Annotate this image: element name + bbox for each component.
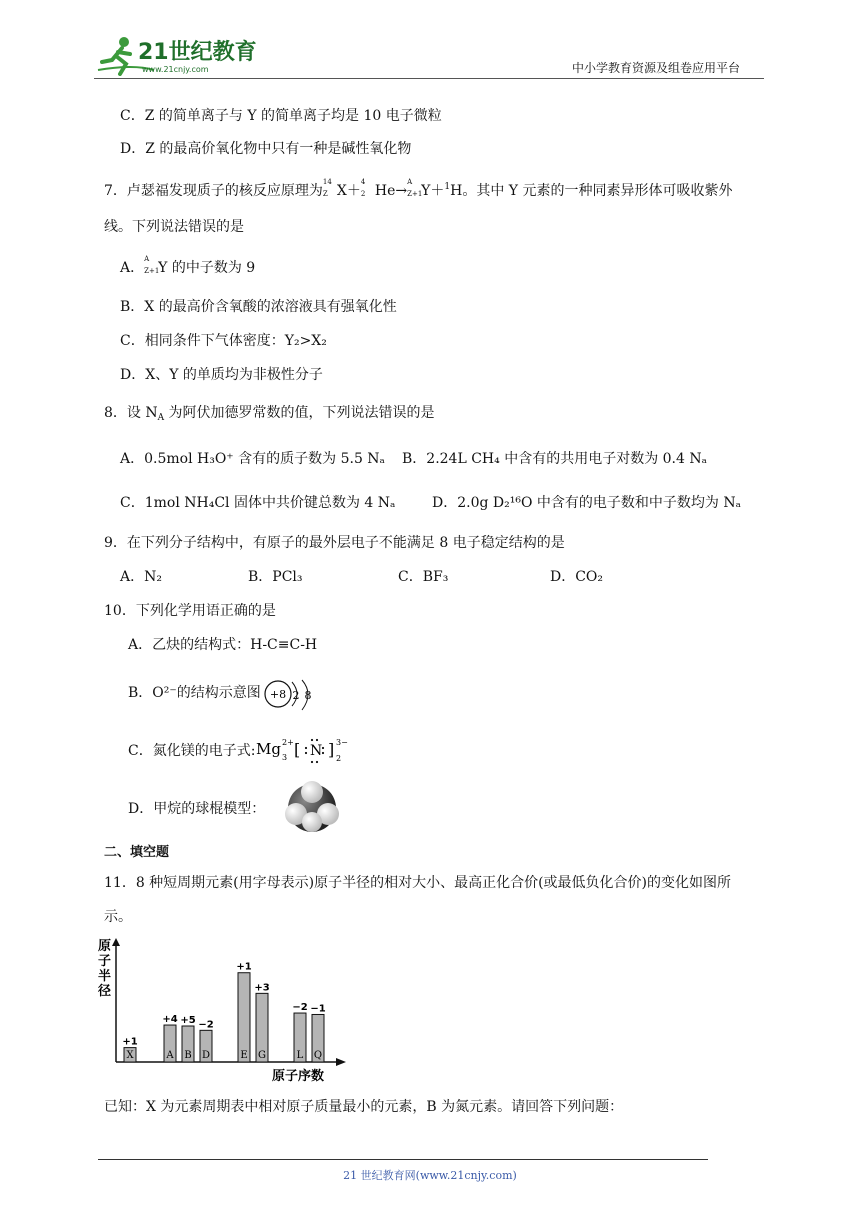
site-logo <box>94 34 264 80</box>
y-axis-arrow-icon <box>112 938 120 946</box>
bar-valence-label: −1 <box>310 1003 326 1015</box>
bar-category-label: A <box>166 1050 174 1061</box>
bar-category-label: G <box>258 1050 266 1061</box>
q11-stem-line1: 11．8 种短周期元素(用字母表示)原子半径的相对大小、最高正化合价(或最低负化合价)的变化如图所 <box>104 875 732 891</box>
bar-category-label: L <box>296 1050 304 1061</box>
header-divider <box>94 78 764 79</box>
logo-url: www.21cnjy.com <box>142 65 209 74</box>
bar-valence-label: −2 <box>292 1002 308 1014</box>
q10-stem: 10．下列化学用语正确的是 <box>104 603 276 619</box>
q8-option-d: D．2.0g D₂¹⁶O 中含有的电子数和中子数均为 Nₐ <box>432 495 741 511</box>
q7-option-a: A． A Z+1 Y 的中子数为 9 <box>120 255 256 276</box>
oxygen-ion-structure-diagram <box>262 676 318 716</box>
q11-known-info: 已知：X 为元素周期表中相对原子质量最小的元素，B 为氮元素。请回答下列问题： <box>104 1099 624 1115</box>
footer-text: 21 世纪教育网(www.21cnjy.com) <box>343 1169 517 1182</box>
svg-text:Mg: Mg <box>256 740 281 758</box>
bar-valence-label: +1 <box>236 961 252 973</box>
svg-text:N: N <box>310 743 323 759</box>
bar-category-label: D <box>201 1050 211 1061</box>
x-axis-arrow-icon <box>336 1058 346 1066</box>
svg-text:[: [ <box>294 740 301 759</box>
bar-E <box>238 973 250 1062</box>
q8-option-b: B．2.24L CH₄ 中含有的共用电子对数为 0.4 Nₐ <box>402 451 708 467</box>
q11-stem-line2: 示。 <box>104 909 132 925</box>
q7-stem: 7．卢瑟福发现质子的核反应原理为 14 Z X＋ 4 2 He→ A Z+1 Y＋$^1$H。其中 Y 元素的一种同素异形体可吸收紫外 <box>104 178 733 199</box>
q7-option-c: C．相同条件下气体密度：Y₂>X₂ <box>120 333 327 349</box>
bar-valence-label: −2 <box>198 1019 214 1031</box>
bar-category-label: E <box>240 1050 248 1061</box>
q7-option-b: B．X 的最高价含氧酸的浓溶液具有强氧化性 <box>120 299 397 315</box>
q7-option-d: D．X、Y 的单质均为非极性分子 <box>120 367 323 383</box>
atomic-radius-chart <box>96 936 356 1086</box>
q9-option-b: B．PCl₃ <box>248 569 303 585</box>
q9-option-d: D．CO₂ <box>550 569 604 585</box>
bar-valence-label: +5 <box>180 1015 196 1026</box>
q10-option-a: A．乙炔的结构式：H-C≡C-H <box>128 637 318 653</box>
q9-option-a: A．N₂ <box>120 569 162 585</box>
bar-category-label: X <box>126 1050 134 1061</box>
y-axis-label: 原子半径 <box>98 939 112 999</box>
svg-text:2: 2 <box>292 689 300 702</box>
svg-text:2: 2 <box>336 754 342 763</box>
q10-option-d: D．甲烷的球棍模型： <box>128 801 266 817</box>
footer-divider <box>98 1159 708 1160</box>
bar-category-label: B <box>184 1050 192 1061</box>
svg-text:]: ] <box>328 740 335 759</box>
q9-option-c: C．BF₃ <box>398 569 449 585</box>
bar-category-label: Q <box>313 1050 323 1061</box>
q8-option-a: A．0.5mol H₃O⁺ 含有的质子数为 5.5 Nₐ <box>120 451 385 467</box>
svg-text:+8: +8 <box>269 688 287 701</box>
q8-stem: 8．设 $N_A$ 为阿伏加德罗常数的值，下列说法错误的是 <box>104 405 435 423</box>
section-title: 二、填空题 <box>104 845 170 860</box>
svg-text:8: 8 <box>304 689 312 702</box>
q10-option-c: C．氮化镁的电子式: <box>128 743 256 759</box>
q7-stem-line2: 线。下列说法错误的是 <box>104 219 244 235</box>
q10-option-b: B．O²⁻的结构示意图 <box>128 685 261 701</box>
q9-stem: 9．在下列分子结构中，有原子的最外层电子不能满足 8 电子稳定结构的是 <box>104 535 565 551</box>
bar-valence-label: +4 <box>162 1014 178 1026</box>
q6-option-c: C．Z 的简单离子与 Y 的简单离子均是 10 电子微粒 <box>120 108 442 124</box>
q8-option-c: C．1mol NH₄Cl 固体中共价键总数为 4 Nₐ <box>120 495 396 511</box>
bar-valence-label: +1 <box>122 1036 138 1048</box>
x-axis-label: 原子序数 <box>272 1069 325 1084</box>
magnesium-nitride-electron-formula <box>254 734 354 768</box>
svg-text:3: 3 <box>282 753 288 762</box>
q6-option-d: D．Z 的最高价氧化物中只有一种是碱性氧化物 <box>120 141 412 157</box>
bar-valence-label: +3 <box>254 982 270 994</box>
svg-text:2+: 2+ <box>282 738 294 747</box>
methane-ball-stick-model <box>272 780 352 836</box>
svg-text:3−: 3− <box>336 738 348 747</box>
logo-title: 21世纪教育 <box>138 40 257 65</box>
header-platform-text: 中小学教育资源及组卷应用平台 <box>572 61 741 75</box>
